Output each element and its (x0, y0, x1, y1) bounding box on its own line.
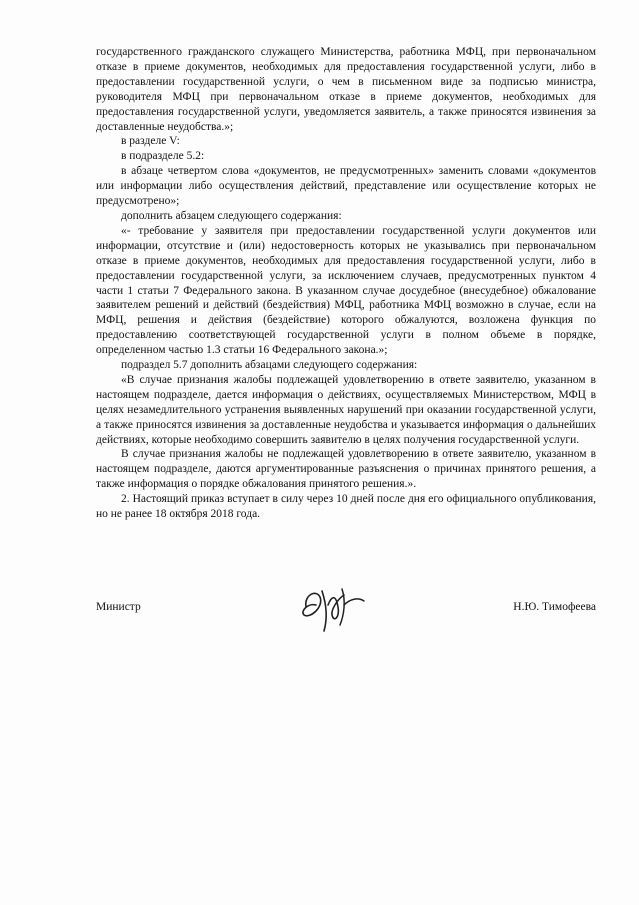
paragraph-complaint-satisfied: «В случае признания жалобы подлежащей удовлетворению в ответе заявителю, указанном в настоящем подразделе, дается информация о действиях, осуществляемых Министерством, МФЦ в целях незамедлительного устранения выявленных нарушений при оказании государственной услуги, а также приносятся извинения за доставленные неудобства и указывается информация о дальнейших действиях, которые необходимо совершить заявителю в целях получения государственной услуги. (96, 373, 596, 446)
paragraph-fourth-abzac: в абзаце четвертом слова «документов, не предусмотренных» заменить словами «документов или информации либо осуществления действий, представление или осуществление которых не предусмотрено»; (96, 165, 596, 208)
paragraph-effective-date: 2. Настоящий приказ вступает в силу через 10 дней после дня его официального опубликования, но не ранее 18 октября 2018 года. (96, 493, 596, 521)
paragraph-section-v: в разделе V: (121, 135, 180, 148)
handwritten-signature (298, 585, 370, 635)
document-body (96, 45, 596, 522)
paragraph-requirement: «- требование у заявителя при предоставлении государственной услуги документов или информации, отсутствие и (или) недостоверность которых не указывались при первоначальном отказе в приеме документов, необходимых для предоставления государственной услуги, либо в предоставлении государственной услуги, за исключением случаев, предусмотренных пунктом 4 части 1 статьи 7 Федерального закона. В указанном случае досудебное (внесудебное) обжалование заявителем решений и действий (бездействия) МФЦ, работника МФЦ возможно в случае, если на МФЦ, решения и действия (бездействие) которого обжалуются, возложена функция по предоставлению соответствующей государственной услуги в полном объеме в порядке, определенном частью 1.3 статьи 16 Федерального закона.»; (96, 224, 596, 357)
paragraph-continuation: государственного гражданского служащего Министерства, работника МФЦ, при первоначальном отказе в приеме документов, необходимых для предоставления государственной услуги, либо в предоставлении государственной услуги, о чем в письменном виде за подписью министра, руководителя МФЦ при первоначальном отказе в приеме документов, необходимых для предоставления государственной услуги, уведомляется заявитель, а также приносятся извинения за доставленные неудобства.»; (96, 46, 596, 133)
signatory-title: Министр (96, 601, 141, 613)
paragraph-complaint-rejected: В случае признания жалобы не подлежащей удовлетворению в ответе заявителю, указанном в настоящем подразделе, даются аргументированные разъяснения о причинах принятого решения, а также информация о порядке обжалования принятого решения.». (96, 448, 596, 491)
paragraph-add-abzac: дополнить абзацем следующего содержания: (121, 209, 342, 222)
signature-block (96, 585, 596, 635)
paragraph-subsection-5-2: в подразделе 5.2: (121, 150, 205, 163)
signatory-name: Н.Ю. Тимофеева (513, 601, 596, 613)
paragraph-subsection-5-7: подраздел 5.7 дополнить абзацами следующего содержания: (121, 359, 418, 372)
